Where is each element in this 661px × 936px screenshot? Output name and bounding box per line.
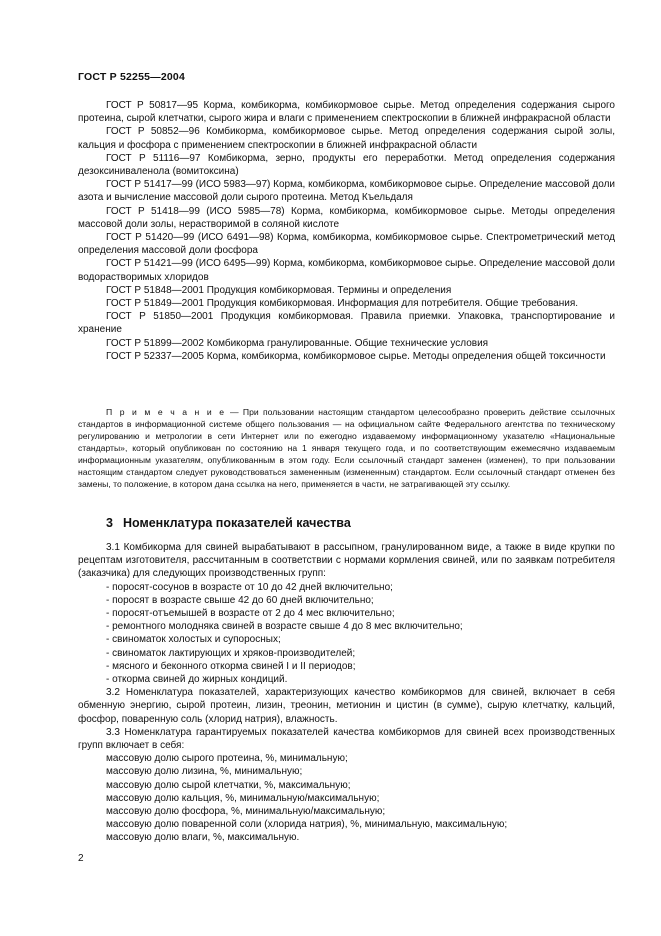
reference-item: ГОСТ Р 50852—96 Комбикорма, комбикормовое сырье. Метод определения содержания сырой золы, кальция и фосфора с применением спектроскопии в ближней инфракрасной области (78, 126, 615, 151)
reference-item: ГОСТ Р 50817—95 Корма, комбикорма, комбикормовое сырье. Метод определения содержания сырого протеина, сырой клетчатки, сырого жира и влаги с применением спектроскопии в ближней инфракрасной области (78, 100, 615, 125)
reference-item: ГОСТ Р 51850—2001 Продукция комбикормовая. Правила приемки. Упаковка, транспортирование и хранение (78, 311, 615, 336)
group-list-item: - поросят-отъемышей в возрасте от 2 до 4 мес включительно; (106, 608, 395, 620)
group-list-item: - свиноматок лактирующих и хряков-производителей; (106, 647, 356, 659)
section-number: 3 (106, 516, 113, 530)
reference-item: ГОСТ Р 51421—99 (ИСО 6495—99) Корма, комбикорма, комбикормовое сырье. Определение массовой доли водорастворимых хлоридов (78, 258, 615, 283)
reference-item: ГОСТ Р 51417—99 (ИСО 5983—97) Корма, комбикорма, комбикормовое сырье. Определение массовой доли азота и вычисление массовой доли сырого протеина. Метод Къельдаля (78, 179, 615, 204)
reference-item: ГОСТ Р 51116—97 Комбикорма, зерно, продукты его переработки. Метод определения содержания дезоксиниваленола (вомитоксина) (78, 152, 615, 178)
clause-3-1: 3.1 Комбикорма для свиней вырабатывают в рассыпном, гранулированном виде, а также в виде крупки по рецептам изготовителя, рассчитанным в соответствии с нормами кормления свиней, или по заявкам потребителя (заказчика) для следующих производственных групп: (78, 542, 615, 580)
clause-3-3: 3.3 Номенклатура гарантируемых показателей качества комбикормов для свиней всех производственных групп включает в себя: (78, 726, 615, 752)
section-title-text: Номенклатура показателей качества (122, 516, 351, 530)
guaranteed-list-item: массовую долю поваренной соли (хлорида натрия), %, минимальную, максимальную; (106, 819, 508, 831)
guaranteed-list-item: массовую долю фосфора, %, минимальную/максимальную; (106, 806, 386, 818)
normative-references (78, 99, 615, 363)
document-header: ГОСТ Р 52255—2004 (78, 71, 186, 83)
guaranteed-list-item: массовую долю сырого протеина, %, минимальную; (106, 753, 348, 765)
reference-item: ГОСТ Р 51899—2002 Комбикорма гранулированные. Общие технические условия (106, 337, 489, 349)
reference-item: ГОСТ Р 51849—2001 Продукция комбикормовая. Информация для потребителя. Общие требования. (106, 298, 579, 310)
group-list-item: - поросят-сосунов в возрасте от 10 до 42 дней включительно; (106, 581, 393, 593)
section-body (78, 541, 615, 845)
group-list-item: - ремонтного молодняка свиней в возрасте свыше 4 до 8 мес включительно; (106, 621, 463, 633)
guaranteed-list-item: массовую долю лизина, %, минимальную; (106, 766, 303, 778)
guaranteed-list-item: массовую долю кальция, %, минимальную/максимальную; (106, 792, 380, 804)
group-list-item: - мясного и беконного откорма свиней I и II периодов; (106, 660, 356, 672)
group-list-item: - откорма свиней до жирных кондиций. (106, 674, 288, 686)
section-heading (106, 516, 351, 530)
clause-3-2: 3.2 Номенклатура показателей, характеризующих качество комбикормов для свиней, включает в себя обменную энергию, сырой протеин, лизин, треонин, метионин и цистин (в сумме), сырую клетчатку, кальций, фосфор, поваренную соль (хлорид натрия), влажность. (78, 687, 615, 725)
group-list-item: - поросят в возрасте свыше 42 до 60 дней включительно; (106, 594, 374, 606)
reference-item: ГОСТ Р 51420—99 (ИСО 6491—98) Корма, комбикорма, комбикормовое сырье. Спектрометрический метод определения массовой доли фосфора (78, 232, 615, 257)
reference-item: ГОСТ Р 51848—2001 Продукция комбикормовая. Термины и определения (106, 284, 452, 296)
guaranteed-list-item: массовую долю влаги, %, максимальную. (106, 832, 300, 844)
note-label: П р и м е ч а н и е (106, 407, 226, 417)
guaranteed-list-item: массовую долю сырой клетчатки, %, максимальную; (106, 779, 351, 791)
note-text: — При пользовании настоящим стандартом целесообразно проверить действие ссылочных стандартов в информационной системе общего пользования — на официальном сайте Федерального агентства по техническому регулированию и метрологии в сети Интернет или по ежегодно издаваемому информационному указателю «Национальные стандарты», который опубликован по состоянию на 1 января текущего года, и по соответствующим ежемесячно издаваемым информационным указателям, опубликованным в этом году. Если ссылочный стандарт заменен (изменен), то при пользовании настоящим стандартом следует руководствоваться замененным (измененным) стандартом. Если ссылочный стандарт отменен без замены, то положение, в котором дана ссылка на него, применяется в части, не затрагивающей эту ссылку. (78, 407, 616, 489)
group-list-item: - свиноматок холостых и супоросных; (106, 634, 281, 646)
reference-item: ГОСТ Р 51418—99 (ИСО 5985—78) Корма, комбикорма, комбикормовое сырье. Методы определения массовой доли золы, нерастворимой в соляной кислоте (78, 205, 615, 230)
page-number: 2 (78, 853, 84, 864)
reference-item: ГОСТ Р 52337—2005 Корма, комбикорма, комбикормовое сырье. Методы определения общей токсичности (106, 350, 606, 362)
note-paragraph (78, 406, 615, 490)
